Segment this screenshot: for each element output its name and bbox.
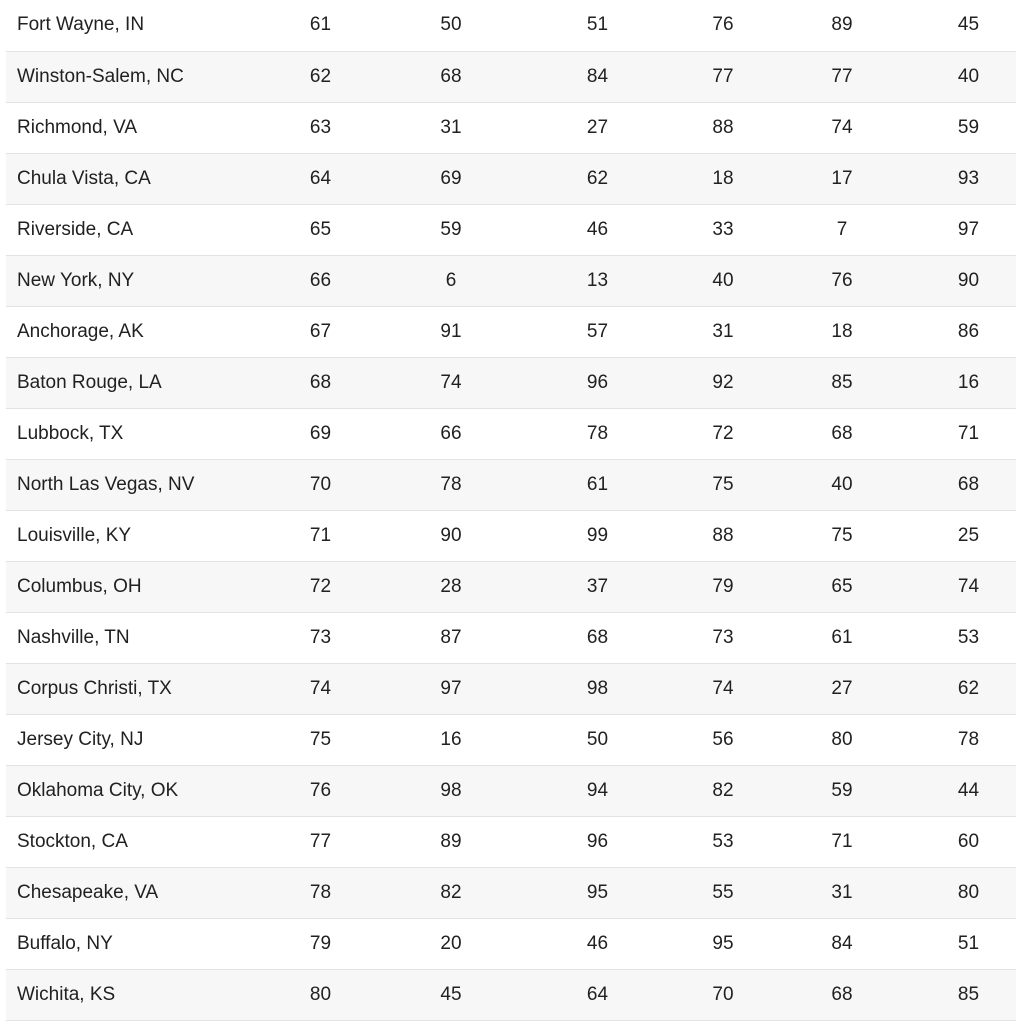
value-cell-col-3: 95 bbox=[586, 881, 609, 903]
value-cell-col-4: 31 bbox=[712, 320, 734, 342]
table-row bbox=[6, 816, 1016, 867]
value-cell-col-5: 40 bbox=[831, 473, 853, 495]
value-cell-col-2: 78 bbox=[440, 473, 462, 495]
table-row bbox=[6, 0, 1016, 51]
value-cell-col-6: 40 bbox=[957, 65, 980, 87]
city-cell: Buffalo, NY bbox=[17, 932, 113, 954]
value-cell-col-2: 91 bbox=[440, 320, 462, 342]
table-row bbox=[6, 459, 1016, 510]
value-cell-col-6: 59 bbox=[957, 116, 980, 138]
value-cell-col-1: 63 bbox=[309, 116, 332, 138]
value-cell-col-6: 44 bbox=[957, 779, 980, 801]
value-cell-col-6: 80 bbox=[957, 881, 980, 903]
table-row bbox=[6, 561, 1016, 612]
value-cell-col-6: 68 bbox=[957, 473, 980, 495]
value-cell-col-1: 70 bbox=[309, 473, 332, 495]
value-cell-col-5: 80 bbox=[831, 728, 853, 750]
value-cell-col-2: 69 bbox=[440, 167, 462, 189]
value-cell-col-3: 96 bbox=[586, 830, 609, 852]
value-cell-col-4: 92 bbox=[712, 371, 734, 393]
city-cell: Corpus Christi, TX bbox=[17, 677, 172, 699]
table-row bbox=[6, 255, 1016, 306]
city-cell: New York, NY bbox=[17, 269, 135, 291]
value-cell-col-3: 50 bbox=[586, 728, 609, 750]
table-row bbox=[6, 510, 1016, 561]
table-row bbox=[6, 204, 1016, 255]
value-cell-col-3: 78 bbox=[586, 422, 609, 444]
value-cell-col-5: 84 bbox=[831, 932, 853, 954]
value-cell-col-2: 90 bbox=[440, 524, 462, 546]
value-cell-col-5: 85 bbox=[831, 371, 853, 393]
table-row bbox=[6, 663, 1016, 714]
value-cell-col-3: 57 bbox=[586, 320, 609, 342]
value-cell-col-2: 6 bbox=[445, 269, 457, 291]
value-cell-col-4: 75 bbox=[712, 473, 734, 495]
value-cell-col-6: 60 bbox=[957, 830, 980, 852]
value-cell-col-3: 27 bbox=[586, 116, 609, 138]
city-cell: Louisville, KY bbox=[17, 524, 132, 546]
value-cell-col-4: 88 bbox=[712, 524, 734, 546]
value-cell-col-3: 96 bbox=[586, 371, 609, 393]
value-cell-col-4: 77 bbox=[712, 65, 734, 87]
value-cell-col-3: 37 bbox=[586, 575, 609, 597]
table-row bbox=[6, 918, 1016, 969]
value-cell-col-6: 86 bbox=[957, 320, 980, 342]
value-cell-col-1: 76 bbox=[309, 779, 332, 801]
value-cell-col-3: 98 bbox=[586, 677, 609, 699]
value-cell-col-1: 62 bbox=[309, 65, 332, 87]
value-cell-col-2: 87 bbox=[440, 626, 462, 648]
value-cell-col-5: 68 bbox=[831, 422, 853, 444]
value-cell-col-5: 17 bbox=[831, 167, 853, 189]
value-cell-col-2: 89 bbox=[440, 830, 462, 852]
value-cell-col-3: 94 bbox=[586, 779, 609, 801]
value-cell-col-1: 69 bbox=[309, 422, 332, 444]
value-cell-col-4: 70 bbox=[712, 983, 734, 1005]
value-cell-col-1: 71 bbox=[309, 524, 332, 546]
value-cell-col-1: 75 bbox=[309, 728, 332, 750]
value-cell-col-5: 74 bbox=[831, 116, 853, 138]
value-cell-col-1: 64 bbox=[309, 167, 332, 189]
value-cell-col-6: 78 bbox=[957, 728, 980, 750]
value-cell-col-3: 46 bbox=[586, 932, 609, 954]
value-cell-col-3: 99 bbox=[586, 524, 609, 546]
city-cell: Oklahoma City, OK bbox=[17, 779, 179, 801]
value-cell-col-6: 71 bbox=[957, 422, 980, 444]
value-cell-col-4: 72 bbox=[712, 422, 734, 444]
city-cell: Winston-Salem, NC bbox=[17, 65, 184, 87]
value-cell-col-3: 64 bbox=[586, 983, 609, 1005]
value-cell-col-2: 98 bbox=[440, 779, 462, 801]
value-cell-col-4: 76 bbox=[712, 14, 734, 36]
value-cell-col-4: 88 bbox=[712, 116, 734, 138]
value-cell-col-6: 90 bbox=[957, 269, 980, 291]
value-cell-col-2: 20 bbox=[440, 932, 462, 954]
value-cell-col-5: 75 bbox=[831, 524, 853, 546]
value-cell-col-3: 46 bbox=[586, 218, 609, 240]
city-cell: Fort Wayne, IN bbox=[17, 14, 145, 36]
value-cell-col-6: 25 bbox=[957, 524, 980, 546]
value-cell-col-2: 31 bbox=[440, 116, 462, 138]
table-row bbox=[6, 612, 1016, 663]
city-data-table bbox=[6, 0, 1016, 1021]
value-cell-col-5: 27 bbox=[831, 677, 853, 699]
value-cell-col-5: 89 bbox=[831, 14, 853, 36]
value-cell-col-3: 68 bbox=[586, 626, 609, 648]
value-cell-col-4: 95 bbox=[712, 932, 734, 954]
value-cell-col-2: 82 bbox=[440, 881, 462, 903]
value-cell-col-2: 16 bbox=[440, 728, 462, 750]
value-cell-col-5: 71 bbox=[831, 830, 853, 852]
value-cell-col-1: 66 bbox=[309, 269, 332, 291]
value-cell-col-2: 50 bbox=[440, 14, 462, 36]
value-cell-col-4: 79 bbox=[712, 575, 734, 597]
value-cell-col-1: 61 bbox=[309, 14, 332, 36]
city-cell: Baton Rouge, LA bbox=[17, 371, 162, 393]
value-cell-col-6: 93 bbox=[957, 167, 980, 189]
table-row bbox=[6, 306, 1016, 357]
value-cell-col-1: 77 bbox=[309, 830, 332, 852]
data-table-container bbox=[6, 0, 1016, 1021]
value-cell-col-3: 84 bbox=[586, 65, 609, 87]
table-row bbox=[6, 51, 1016, 102]
value-cell-col-1: 65 bbox=[309, 218, 332, 240]
value-cell-col-5: 59 bbox=[831, 779, 853, 801]
city-cell: Riverside, CA bbox=[17, 218, 134, 240]
value-cell-col-6: 45 bbox=[957, 14, 980, 36]
value-cell-col-6: 97 bbox=[957, 218, 980, 240]
value-cell-col-6: 62 bbox=[957, 677, 980, 699]
value-cell-col-2: 45 bbox=[440, 983, 462, 1005]
value-cell-col-2: 28 bbox=[440, 575, 462, 597]
value-cell-col-4: 40 bbox=[712, 269, 734, 291]
value-cell-col-3: 62 bbox=[586, 167, 609, 189]
value-cell-col-5: 68 bbox=[831, 983, 853, 1005]
value-cell-col-1: 73 bbox=[309, 626, 332, 648]
value-cell-col-1: 67 bbox=[309, 320, 332, 342]
value-cell-col-5: 18 bbox=[831, 320, 853, 342]
value-cell-col-1: 74 bbox=[309, 677, 332, 699]
city-cell: North Las Vegas, NV bbox=[17, 473, 195, 495]
value-cell-col-1: 72 bbox=[309, 575, 332, 597]
value-cell-col-5: 61 bbox=[831, 626, 853, 648]
value-cell-col-5: 76 bbox=[831, 269, 853, 291]
value-cell-col-6: 53 bbox=[957, 626, 980, 648]
value-cell-col-1: 80 bbox=[309, 983, 332, 1005]
value-cell-col-6: 51 bbox=[957, 932, 980, 954]
value-cell-col-2: 66 bbox=[440, 422, 462, 444]
city-cell: Wichita, KS bbox=[17, 983, 116, 1005]
value-cell-col-1: 79 bbox=[309, 932, 332, 954]
value-cell-col-5: 77 bbox=[831, 65, 853, 87]
value-cell-col-4: 55 bbox=[712, 881, 734, 903]
value-cell-col-6: 85 bbox=[957, 983, 980, 1005]
value-cell-col-4: 82 bbox=[712, 779, 734, 801]
city-cell: Richmond, VA bbox=[17, 116, 138, 138]
value-cell-col-3: 13 bbox=[586, 269, 609, 291]
value-cell-col-4: 18 bbox=[712, 167, 734, 189]
value-cell-col-2: 97 bbox=[440, 677, 462, 699]
city-cell: Chula Vista, CA bbox=[17, 167, 151, 189]
value-cell-col-6: 74 bbox=[957, 575, 980, 597]
value-cell-col-5: 31 bbox=[831, 881, 853, 903]
value-cell-col-4: 56 bbox=[712, 728, 734, 750]
city-cell: Lubbock, TX bbox=[17, 422, 124, 444]
city-cell: Nashville, TN bbox=[17, 626, 130, 648]
city-cell: Chesapeake, VA bbox=[17, 881, 159, 903]
city-cell: Anchorage, AK bbox=[17, 320, 144, 342]
city-cell: Columbus, OH bbox=[17, 575, 142, 597]
table-row bbox=[6, 153, 1016, 204]
value-cell-col-3: 61 bbox=[586, 473, 609, 495]
table-row bbox=[6, 969, 1016, 1020]
value-cell-col-5: 65 bbox=[831, 575, 853, 597]
value-cell-col-4: 53 bbox=[712, 830, 734, 852]
value-cell-col-5: 7 bbox=[836, 218, 848, 240]
table-body bbox=[6, 0, 1016, 1020]
value-cell-col-1: 68 bbox=[309, 371, 332, 393]
value-cell-col-3: 51 bbox=[586, 14, 609, 36]
table-row bbox=[6, 408, 1016, 459]
city-cell: Jersey City, NJ bbox=[17, 728, 144, 750]
value-cell-col-1: 78 bbox=[309, 881, 332, 903]
value-cell-col-4: 33 bbox=[712, 218, 734, 240]
value-cell-col-2: 68 bbox=[440, 65, 462, 87]
table-row bbox=[6, 765, 1016, 816]
city-cell: Stockton, CA bbox=[17, 830, 128, 852]
table-row bbox=[6, 102, 1016, 153]
value-cell-col-4: 74 bbox=[712, 677, 734, 699]
value-cell-col-2: 74 bbox=[440, 371, 462, 393]
table-row bbox=[6, 867, 1016, 918]
table-row bbox=[6, 357, 1016, 408]
value-cell-col-2: 59 bbox=[440, 218, 462, 240]
value-cell-col-4: 73 bbox=[712, 626, 734, 648]
value-cell-col-6: 16 bbox=[957, 371, 980, 393]
table-row bbox=[6, 714, 1016, 765]
